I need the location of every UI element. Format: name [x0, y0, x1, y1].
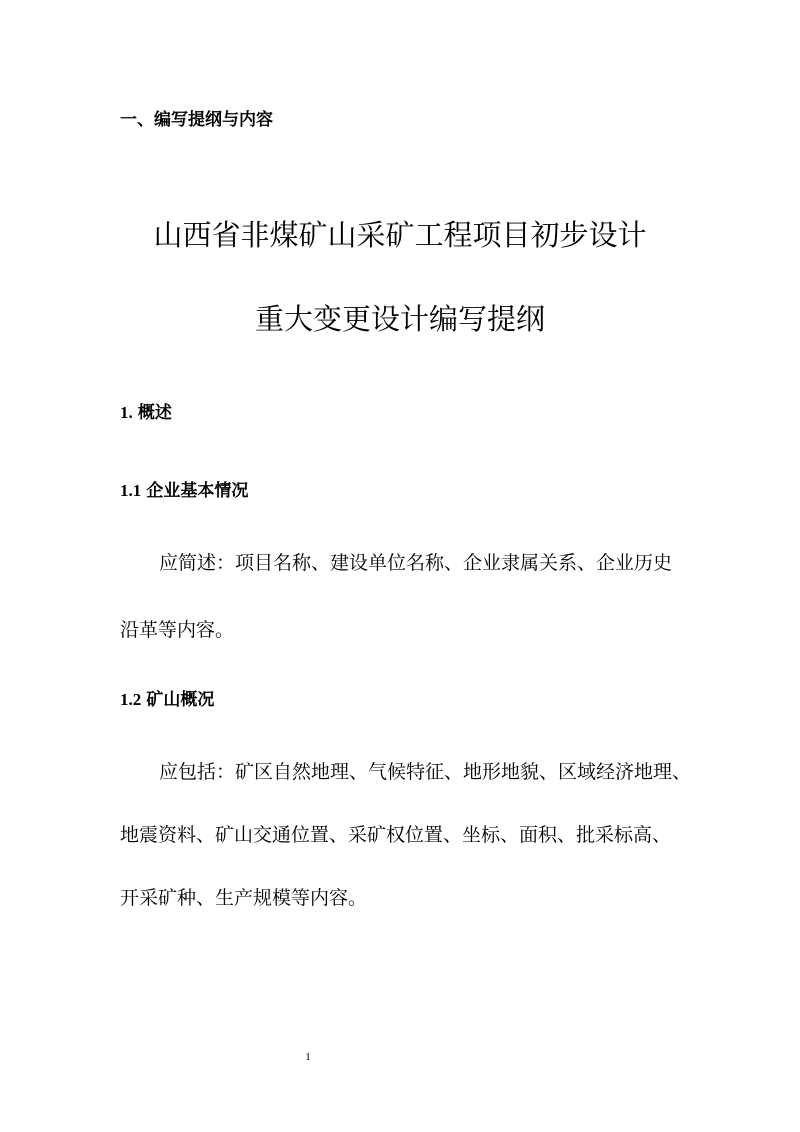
- paragraph-line: 沿革等内容。: [120, 619, 235, 641]
- heading-number: 1.1: [120, 481, 142, 500]
- heading-text: 矿山概况: [146, 690, 215, 710]
- heading-1: [120, 404, 172, 422]
- document-title-line-1: 山西省非煤矿山采矿工程项目初步设计: [153, 218, 647, 252]
- heading-number: 1.: [120, 403, 133, 422]
- document-title-line-2: 重大变更设计编写提纲: [254, 302, 545, 336]
- paragraph-line: 开采矿种、生产规模等内容。: [120, 887, 368, 909]
- heading-1-1: [120, 482, 248, 500]
- heading-text: 企业基本情况: [146, 481, 249, 501]
- paragraph-line: 应包括：矿区自然地理、气候特征、地形地貌、区域经济地理、: [159, 761, 692, 783]
- heading-1-2: [120, 691, 214, 709]
- heading-number: 1.2: [120, 690, 142, 709]
- paragraph-line: 应简述：项目名称、建设单位名称、企业隶属关系、企业历史: [159, 552, 673, 574]
- paragraph-line: 地震资料、矿山交通位置、采矿权位置、坐标、面积、批采标高、: [120, 824, 672, 846]
- page-number: 1: [305, 1051, 311, 1063]
- heading-text: 概述: [137, 403, 172, 423]
- section-heading: 一、编写提纲与内容: [120, 110, 273, 130]
